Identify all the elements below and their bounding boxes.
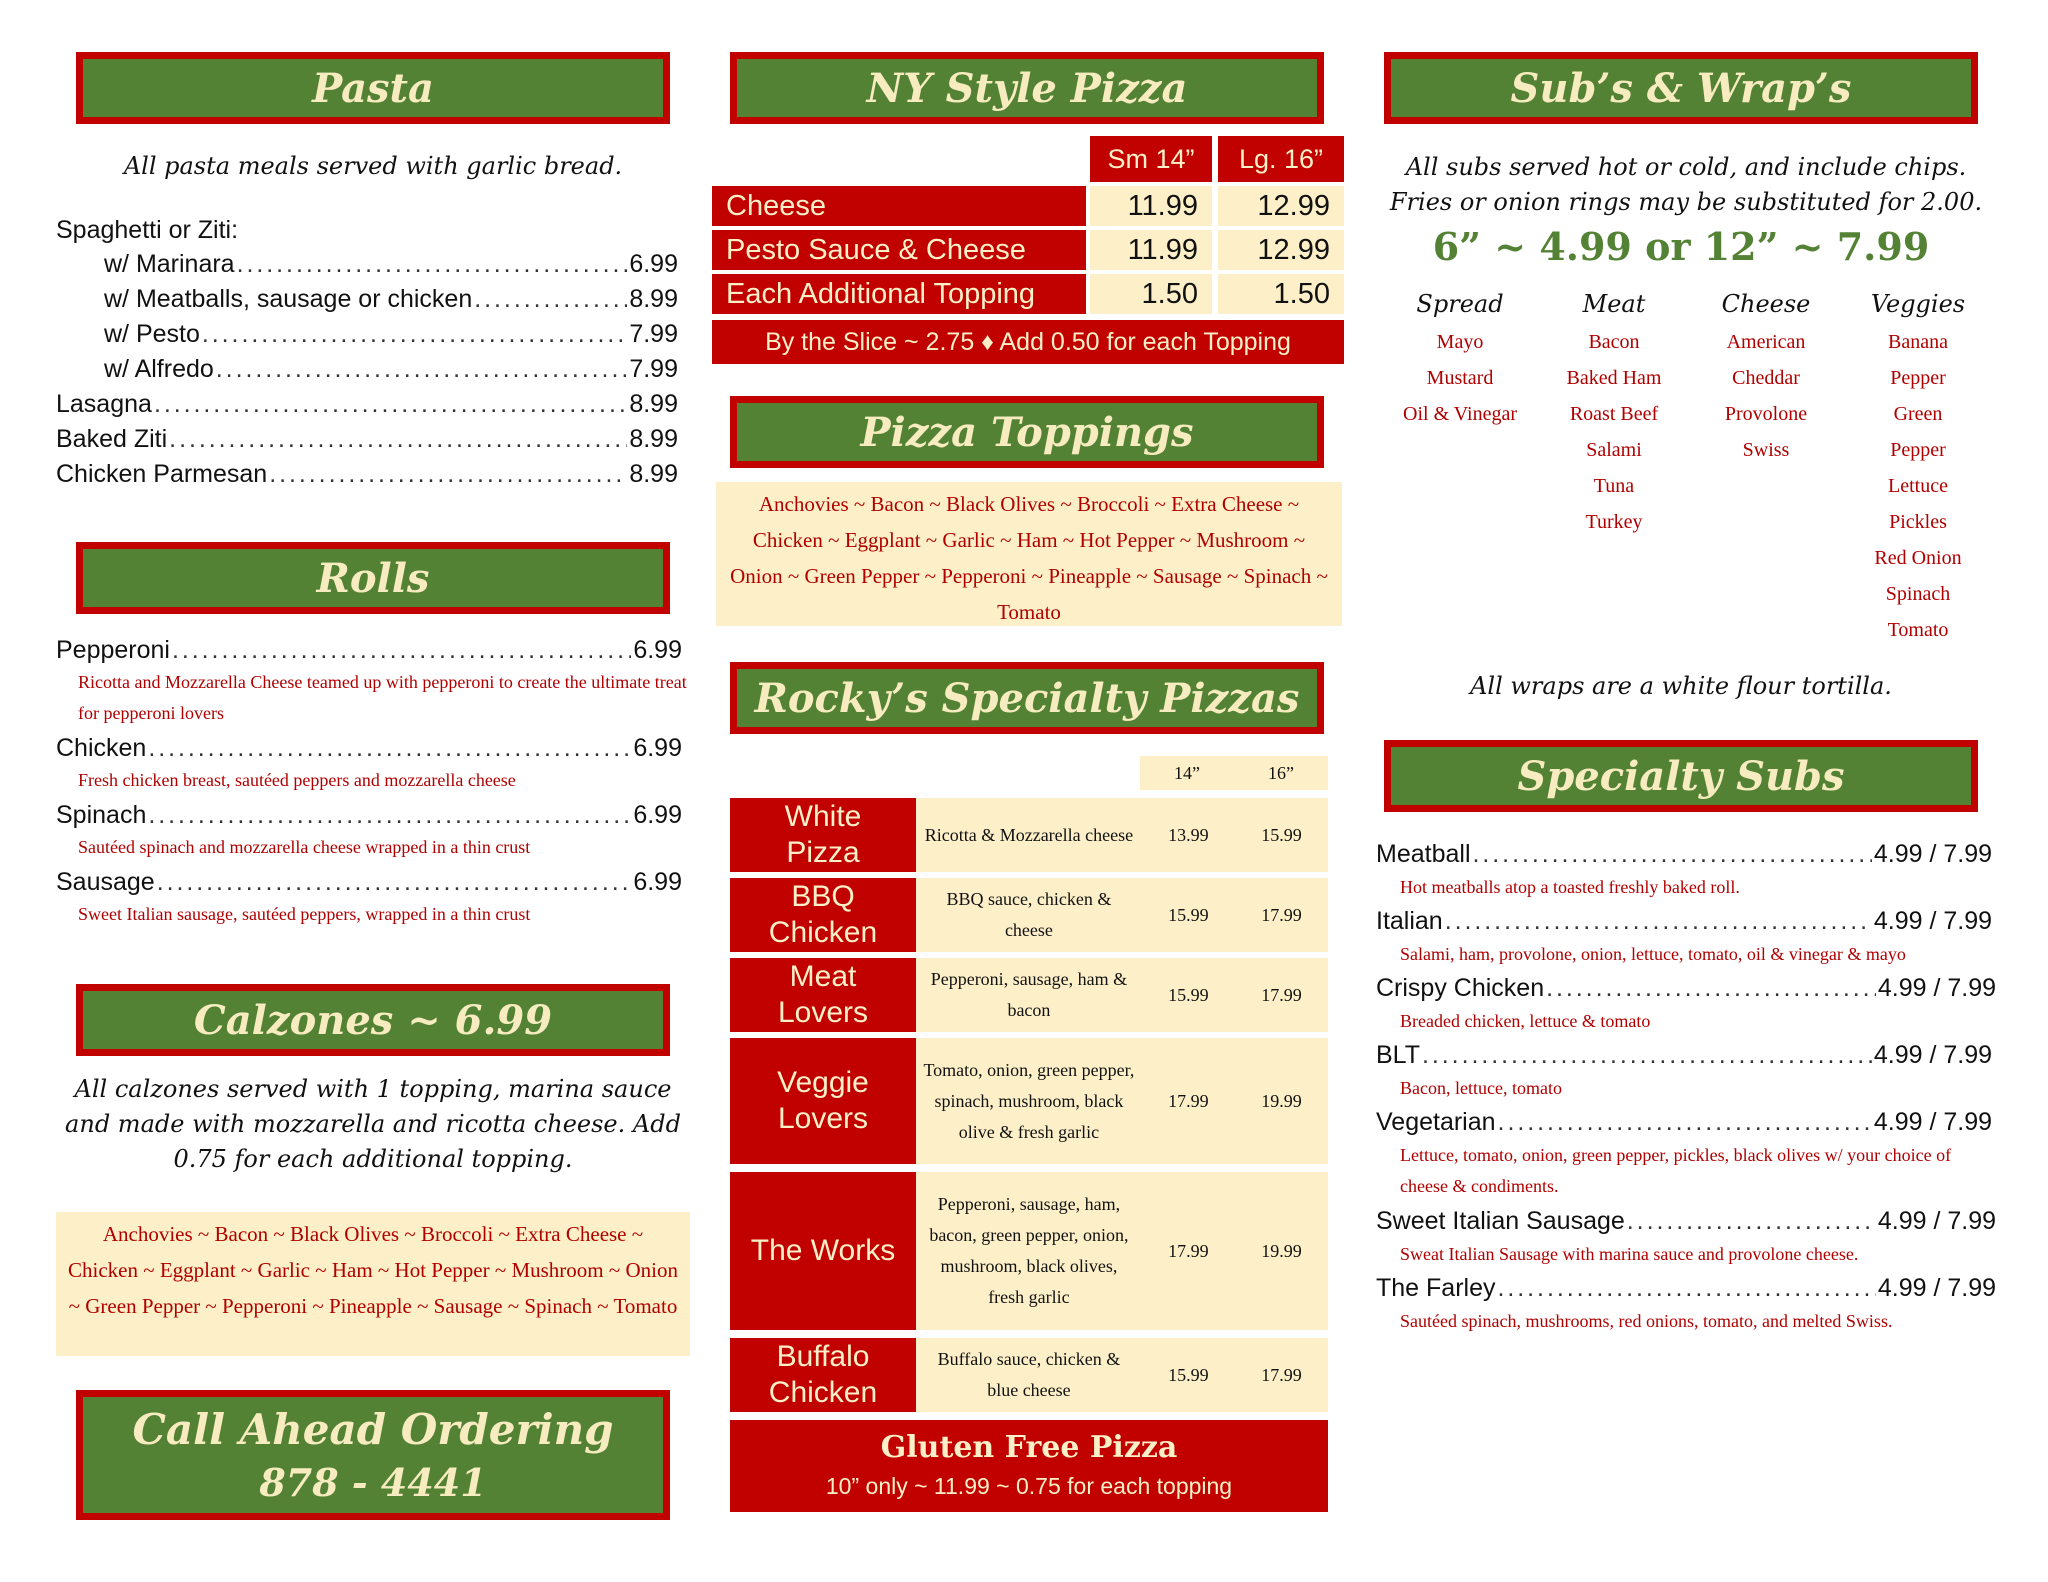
ny-pizza-title: NY Style Pizza — [866, 64, 1188, 112]
gluten-free-title: Gluten Free Pizza — [880, 1430, 1178, 1465]
roll-item: Spinach . . . 6.99 — [56, 801, 682, 830]
subs-cheese-column — [1690, 290, 1842, 468]
pasta-item: Baked Ziti . . . 8.99 — [56, 425, 678, 454]
subs-intro: All subs served hot or cold, and include chips. Fries or onion rings may be substituted for 2.00. — [1389, 153, 1983, 216]
specialty-row-body: Tomato, onion, green pepper, spinach, mushroom, black olive & fresh garlic 17.99 19.99 — [916, 1038, 1328, 1164]
veggie-item: Red Onion — [1874, 547, 1962, 569]
sub-item: Sweet Italian Sausage . . . 4.99 / 7.99 — [1376, 1207, 1996, 1236]
roll-description: Sautéed spinach and mozzarella cheese wrapped in a thin crust — [78, 837, 531, 857]
meat-item: Bacon — [1588, 331, 1640, 353]
ny-col-small: Sm 14” — [1090, 136, 1212, 182]
ny-row-large-price: 1.50 — [1218, 274, 1344, 314]
cheese-heading: Cheese — [1721, 290, 1811, 318]
subs-title: Sub’s & Wrap’s — [1510, 64, 1852, 112]
specialty-row-body: Ricotta & Mozzarella cheese 13.99 15.99 — [916, 798, 1328, 872]
wrap-note: All wraps are a white flour tortilla. — [1470, 672, 1892, 700]
ny-row-small-price: 11.99 — [1090, 230, 1212, 270]
pasta-item: w/ Pesto . . . 7.99 — [104, 320, 678, 349]
ny-row-large-price: 12.99 — [1218, 230, 1344, 270]
specialty-row-name: BBQ Chicken — [730, 878, 916, 952]
specialty-row-body: Pepperoni, sausage, ham & bacon 15.99 17.99 — [916, 958, 1328, 1032]
roll-description: Ricotta and Mozzarella Cheese teamed up with pepperoni to create the ultimate treat for pepperoni lovers — [78, 672, 687, 723]
specialty-row-name: Veggie Lovers — [730, 1038, 916, 1164]
ny-row-small-price: 11.99 — [1090, 186, 1212, 226]
specialty-subs-title: Specialty Subs — [1517, 752, 1845, 800]
specialty-banner — [730, 662, 1324, 734]
calzones-title: Calzones ~ 6.99 — [193, 996, 553, 1044]
sub-description: Salami, ham, provolone, onion, lettuce, tomato, oil & vinegar & mayo — [1400, 944, 1906, 964]
sub-item: BLT . . . 4.99 / 7.99 — [1376, 1041, 1992, 1070]
roll-item: Pepperoni . . . 6.99 — [56, 636, 682, 665]
pasta-group-label: Spaghetti or Ziti: — [56, 216, 239, 244]
ny-row-name: Each Additional Topping — [712, 274, 1086, 314]
sub-description: Hot meatballs atop a toasted freshly baked roll. — [1400, 877, 1740, 897]
subs-meat-column — [1538, 290, 1690, 540]
meat-item: Roast Beef — [1569, 403, 1659, 425]
specialty-row-name: White Pizza — [730, 798, 916, 872]
cheese-item: Provolone — [1724, 403, 1808, 425]
specialty-row-name: Meat Lovers — [730, 958, 916, 1032]
sub-description: Sautéed spinach, mushrooms, red onions, tomato, and melted Swiss. — [1400, 1311, 1893, 1331]
rolls-banner — [76, 542, 670, 614]
gluten-free-box — [730, 1420, 1328, 1512]
specialty-row-body: Buffalo sauce, chicken & blue cheese 15.99 17.99 — [916, 1338, 1328, 1412]
veggie-item: Lettuce — [1888, 475, 1948, 497]
pasta-item: Chicken Parmesan . . . 8.99 — [56, 460, 678, 489]
sub-item: Crispy Chicken . . . 4.99 / 7.99 — [1376, 974, 1996, 1003]
rolls-title: Rolls — [316, 554, 430, 602]
sub-description: Breaded chicken, lettuce & tomato — [1400, 1011, 1651, 1031]
gluten-free-note: 10” only ~ 11.99 ~ 0.75 for each topping — [825, 1473, 1233, 1499]
roll-description: Sweet Italian sausage, sautéed peppers, wrapped in a thin crust — [78, 904, 531, 924]
toppings-banner — [730, 396, 1324, 468]
veggies-heading: Veggies — [1870, 290, 1966, 318]
call-ahead-phone: 878 - 4441 — [259, 1460, 487, 1505]
ny-row-name: Pesto Sauce & Cheese — [712, 230, 1086, 270]
spread-item: Mustard — [1426, 367, 1494, 389]
subs-prices: 6” ~ 4.99 or 12” ~ 7.99 — [1432, 224, 1930, 269]
pasta-intro: All pasta meals served with garlic bread. — [123, 152, 623, 180]
veggie-item: Spinach — [1885, 583, 1951, 605]
meat-item: Salami — [1586, 439, 1642, 461]
spread-item: Mayo — [1436, 331, 1484, 353]
pasta-item: w/ Alfredo . . . 7.99 — [104, 355, 678, 384]
meat-heading: Meat — [1582, 290, 1646, 318]
ny-row-large-price: 12.99 — [1218, 186, 1344, 226]
specialty-row-name: Buffalo Chicken — [730, 1338, 916, 1412]
sub-description: Bacon, lettuce, tomato — [1400, 1078, 1562, 1098]
sub-item: Meatball . . . 4.99 / 7.99 — [1376, 840, 1992, 869]
specialty-title: Rocky’s Specialty Pizzas — [754, 674, 1300, 722]
slice-note: By the Slice ~ 2.75 ♦ Add 0.50 for each Topping — [712, 320, 1344, 364]
sub-description: Sweat Italian Sausage with marina sauce and provolone cheese. — [1400, 1244, 1859, 1264]
roll-item: Sausage . . . 6.99 — [56, 868, 682, 897]
specialty-row-body: Pepperoni, sausage, ham, bacon, green pepper, onion, mushroom, black olives, fresh garlic 17.99 19.99 — [916, 1172, 1328, 1330]
cheese-item: Cheddar — [1732, 367, 1800, 389]
ny-row-name: Cheese — [712, 186, 1086, 226]
veggie-item: Tomato — [1887, 619, 1949, 641]
pizza-toppings-list: Anchovies ~ Bacon ~ Black Olives ~ Broccoli ~ Extra Cheese ~ Chicken ~ Eggplant ~ Garlic ~ Ham ~ Hot Pepper ~ Mushroom ~ Onion ~ Green Pepper ~ Pepperoni ~ Pineapple ~ Sausage ~ Spinach ~ Tomato — [716, 482, 1342, 626]
spread-item: Oil & Vinegar — [1403, 403, 1517, 425]
specialty-header — [1140, 756, 1328, 790]
veggie-item: Pickles — [1889, 511, 1947, 533]
ny-col-large: Lg. 16” — [1218, 136, 1344, 182]
ny-row-small-price: 1.50 — [1090, 274, 1212, 314]
pasta-item: w/ Meatballs, sausage or chicken . . . 8.99 — [104, 285, 678, 314]
pasta-banner — [76, 52, 670, 124]
ny-pizza-banner — [730, 52, 1324, 124]
roll-description: Fresh chicken breast, sautéed peppers and mozzarella cheese — [78, 770, 516, 790]
calzone-toppings: Anchovies ~ Bacon ~ Black Olives ~ Broccoli ~ Extra Cheese ~ Chicken ~ Eggplant ~ Garlic ~ Ham ~ Hot Pepper ~ Mushroom ~ Onion ~ Green Pepper ~ Pepperoni ~ Pineapple ~ Sausage ~ Spinach ~ Tomato — [56, 1212, 690, 1356]
subs-banner — [1384, 52, 1978, 124]
meat-item: Baked Ham — [1566, 367, 1662, 389]
toppings-title: Pizza Toppings — [860, 408, 1194, 456]
meat-item: Turkey — [1585, 511, 1643, 533]
pasta-title: Pasta — [312, 64, 434, 112]
calzones-intro: All calzones served with 1 topping, marina sauce and made with mozzarella and ricotta cheese. Add 0.75 for each additional topping. — [65, 1075, 681, 1173]
pasta-item: Lasagna . . . 8.99 — [56, 390, 678, 419]
sub-item: Italian . . . 4.99 / 7.99 — [1376, 907, 1992, 936]
specialty-subs-banner — [1384, 740, 1978, 812]
meat-item: Tuna — [1593, 475, 1635, 497]
pasta-item: w/ Marinara . . . 6.99 — [104, 250, 678, 279]
subs-veggies-column — [1842, 290, 1994, 648]
sub-item: Vegetarian . . . 4.99 / 7.99 — [1376, 1108, 1992, 1137]
spread-heading: Spread — [1416, 290, 1504, 318]
roll-item: Chicken . . . 6.99 — [56, 734, 682, 763]
specialty-row-body: BBQ sauce, chicken & cheese 15.99 17.99 — [916, 878, 1328, 952]
call-ahead-title: Call Ahead Ordering — [132, 1405, 614, 1454]
veggie-item: Green — [1893, 403, 1943, 425]
cheese-item: Swiss — [1742, 439, 1790, 461]
call-ahead-banner — [76, 1390, 670, 1520]
sub-item: The Farley . . . 4.99 / 7.99 — [1376, 1274, 1996, 1303]
calzones-banner — [76, 984, 670, 1056]
veggie-item: Pepper — [1890, 367, 1946, 389]
specialty-col-14: 14” — [1174, 762, 1200, 783]
subs-spread-column — [1384, 290, 1536, 432]
specialty-row-name: The Works — [730, 1172, 916, 1330]
veggie-item: Pepper — [1890, 439, 1946, 461]
veggie-item: Banana — [1888, 331, 1948, 353]
sub-description: Lettuce, tomato, onion, green pepper, pickles, black olives w/ your choice of cheese & condiments. — [1400, 1145, 1952, 1196]
specialty-col-16: 16” — [1268, 762, 1294, 783]
cheese-item: American — [1726, 331, 1806, 353]
